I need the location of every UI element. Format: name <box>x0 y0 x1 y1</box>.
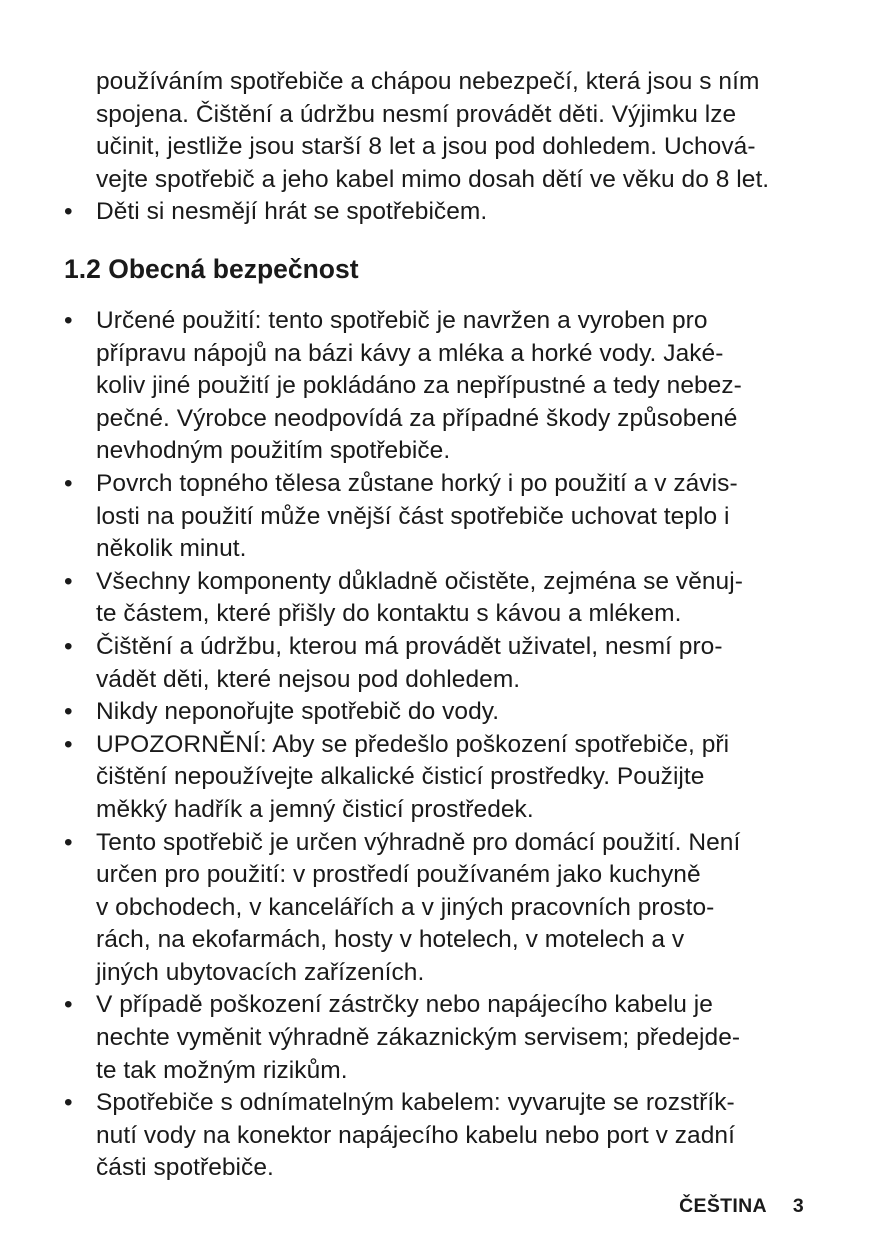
list-item-line: Čištění a údržbu, kterou má provádět uživatel, nesmí pro- <box>96 632 723 660</box>
list-item-line: v obchodech, v kancelářích a v jiných pracovních prosto- <box>96 893 715 921</box>
list-item-line: několik minut. <box>96 535 247 563</box>
list-item-line: Nikdy neponořujte spotřebič do vody. <box>96 698 500 726</box>
list-item <box>64 827 824 990</box>
list-item-line: te tak možným rizikům. <box>96 1056 348 1084</box>
intro-block <box>64 66 824 229</box>
list-item-line: Určené použití: tento spotřebič je navržen a vyroben pro <box>96 307 708 334</box>
page-number: 3 <box>792 1195 804 1217</box>
list-item-line: Spotřebiče s odnímatelným kabelem: vyvarujte se rozstřík- <box>96 1089 735 1117</box>
list-item-line: losti na použití může vnější část spotřebiče uchovat teplo i <box>96 502 730 530</box>
list-item-line: určen pro použití: v prostředí používaném jako kuchyně <box>96 861 701 889</box>
section-heading: 1.2 Obecná bezpečnost <box>64 254 359 284</box>
list-item-line: vádět děti, které nejsou pod dohledem. <box>96 665 521 693</box>
bullet-marker: • <box>64 307 73 334</box>
list-item-line: čištění nepoužívejte alkalické čisticí prostředky. Použijte <box>96 763 705 791</box>
bullet-marker: • <box>64 198 73 226</box>
footer-language: ČEŠTINA <box>679 1195 767 1217</box>
list-item-line: Povrch topného tělesa zůstane horký i po použití a v závis- <box>96 469 738 497</box>
list-item-line: nechte vyměnit výhradně zákaznickým servisem; předejde- <box>96 1024 741 1052</box>
list-item <box>64 729 824 827</box>
list-item <box>64 566 824 631</box>
intro-bullet-item <box>64 196 824 229</box>
list-item-line: měkký hadřík a jemný čisticí prostředek. <box>96 795 534 823</box>
list-item-line: UPOZORNĚNÍ: Aby se předešlo poškození spotřebiče, při <box>96 730 730 758</box>
list-item <box>64 305 824 468</box>
list-item-line: Tento spotřebič je určen výhradně pro domácí použití. Není <box>96 828 741 856</box>
list-item-line: Všechny komponenty důkladně očistěte, zejména se věnuj- <box>96 567 743 595</box>
bullet-marker: • <box>64 1089 73 1117</box>
bullet-marker: • <box>64 698 73 726</box>
bullet-marker: • <box>64 469 73 497</box>
page-footer <box>679 1195 804 1218</box>
list-item-line: rách, na ekofarmách, hosty v hotelech, v motelech a v <box>96 926 685 954</box>
safety-list <box>64 305 824 1185</box>
list-item-line: te částem, které přišly do kontaktu s kávou a mlékem. <box>96 600 682 628</box>
intro-line: spojena. Čištění a údržbu nesmí provádět děti. Výjimku lze <box>96 100 737 128</box>
list-item <box>64 1087 824 1185</box>
intro-line: používáním spotřebiče a chápou nebezpečí, která jsou s ním <box>96 68 760 95</box>
bullet-marker: • <box>64 567 73 595</box>
list-item-line: části spotřebiče. <box>96 1154 274 1182</box>
bullet-marker: • <box>64 991 73 1019</box>
intro-line: vejte spotřebič a jeho kabel mimo dosah dětí ve věku do 8 let. <box>96 165 770 193</box>
list-item-line: jiných ubytovacích zařízeních. <box>96 958 425 986</box>
list-item-line: přípravu nápojů na bázi kávy a mléka a horké vody. Jaké- <box>96 339 724 367</box>
list-item-line: V případě poškození zástrčky nebo napájecího kabelu je <box>96 991 713 1019</box>
list-item-line: pečné. Výrobce neodpovídá za případné škody způsobené <box>96 404 738 432</box>
bullet-marker: • <box>64 632 73 660</box>
intro-line: učinit, jestliže jsou starší 8 let a jsou pod dohledem. Uchová- <box>96 133 756 161</box>
bullet-marker: • <box>64 730 73 758</box>
list-item-line: nutí vody na konektor napájecího kabelu nebo port v zadní <box>96 1121 735 1149</box>
list-item <box>64 468 824 566</box>
list-item <box>64 631 824 696</box>
list-item <box>64 989 824 1087</box>
list-item-line: nevhodným použitím spotřebiče. <box>96 437 451 465</box>
list-item-line: koliv jiné použití je pokládáno za nepřípustné a tedy nebez- <box>96 372 742 400</box>
bullet-marker: • <box>64 828 73 856</box>
intro-bullet-text: Děti si nesmějí hrát se spotřebičem. <box>96 198 488 226</box>
list-item <box>64 696 824 729</box>
